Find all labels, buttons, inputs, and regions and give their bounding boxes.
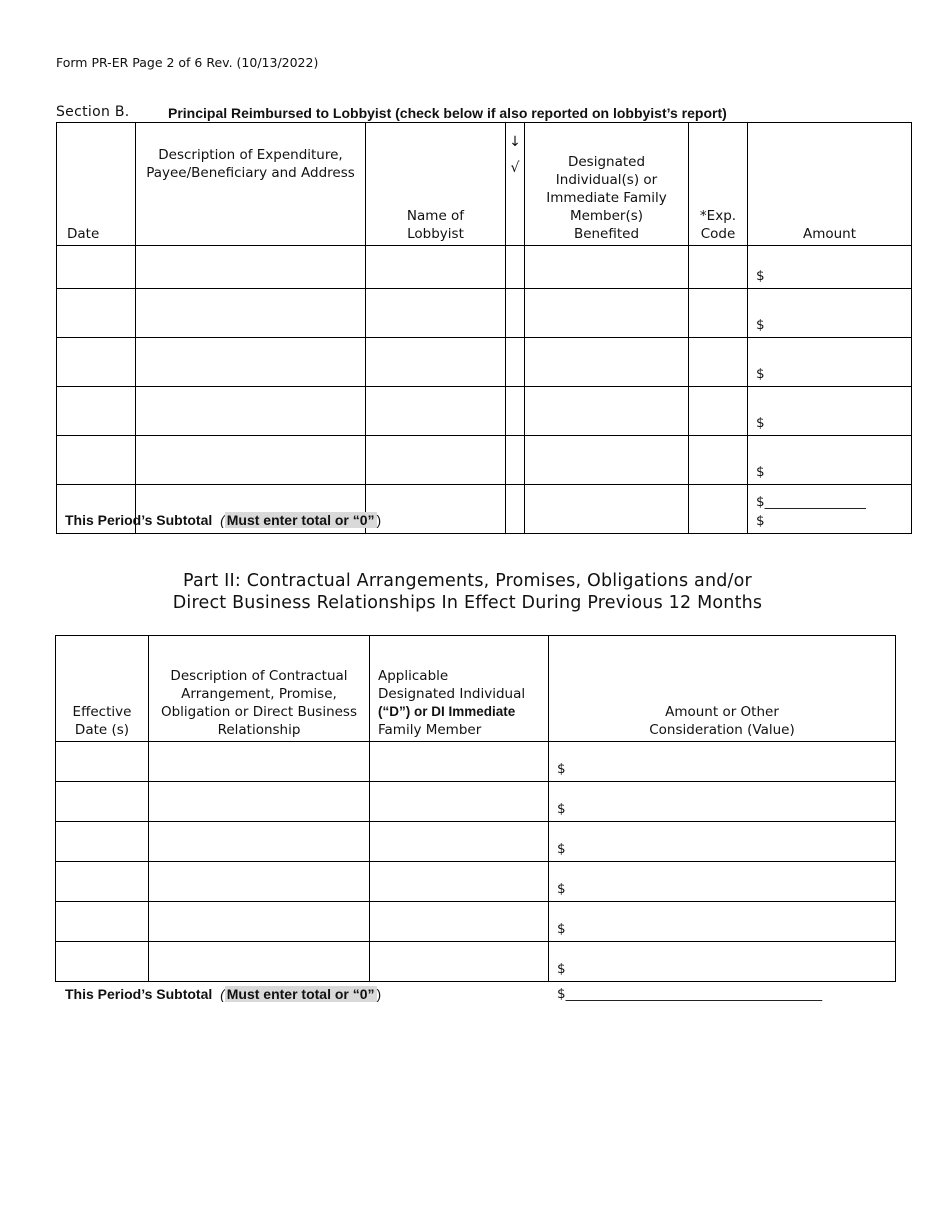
contract-description-cell[interactable] xyxy=(149,782,370,822)
lobbyist-cell[interactable] xyxy=(366,338,506,387)
col-exp-code-text: *Exp. Code xyxy=(699,208,737,242)
section-b-label: Section B. xyxy=(56,104,130,120)
designated-cell[interactable] xyxy=(525,387,689,436)
check-cell[interactable] xyxy=(506,289,525,338)
contract-description-cell[interactable] xyxy=(149,822,370,862)
description-cell[interactable] xyxy=(136,387,366,436)
consideration-cell[interactable]: $ xyxy=(549,902,896,942)
contract-description-cell[interactable] xyxy=(149,942,370,982)
amount-cell[interactable]: $ xyxy=(748,246,912,289)
col-effective-date-text: Effective Date (s) xyxy=(72,704,132,738)
check-cell[interactable] xyxy=(506,246,525,289)
col-description: Description of Expenditure, Payee/Beneficiary and Address xyxy=(136,123,366,246)
designated-cell[interactable] xyxy=(525,485,689,534)
applicable-cell[interactable] xyxy=(370,782,549,822)
table-row xyxy=(57,338,912,387)
col-lobbyist-text: Name of Lobbyist xyxy=(406,208,465,242)
subtotal-label: This Period’s Subtotal xyxy=(65,512,213,528)
exp-code-cell[interactable] xyxy=(689,338,748,387)
part-2-table xyxy=(55,635,896,982)
subtotal-paren-open: ( xyxy=(220,986,225,1002)
subtotal-paren-close: ) xyxy=(376,512,382,528)
col-designated xyxy=(525,123,689,246)
applicable-cell[interactable] xyxy=(370,822,549,862)
col-exp-code xyxy=(689,123,748,246)
exp-code-cell[interactable] xyxy=(689,246,748,289)
table-row xyxy=(56,902,896,942)
col-contract-description-text: Description of Contractual Arrangement, Promise, Obligation or Direct Business Relationship xyxy=(160,668,358,738)
part-2-subtotal xyxy=(65,986,381,1002)
exp-code-cell[interactable] xyxy=(689,289,748,338)
exp-code-cell[interactable] xyxy=(689,436,748,485)
subtotal-note: Must enter total or “0” xyxy=(226,512,375,528)
section-b-header-row xyxy=(57,123,912,246)
subtotal-paren-open: ( xyxy=(220,512,225,528)
check-cell[interactable] xyxy=(506,436,525,485)
table-row xyxy=(56,862,896,902)
table-row xyxy=(56,782,896,822)
amount-cell[interactable]: $ xyxy=(748,387,912,436)
col-applicable xyxy=(370,636,549,742)
date-cell[interactable] xyxy=(57,387,136,436)
table-row xyxy=(57,246,912,289)
consideration-cell[interactable]: $ xyxy=(549,782,896,822)
contract-description-cell[interactable] xyxy=(149,902,370,942)
applicable-cell[interactable] xyxy=(370,742,549,782)
consideration-cell[interactable]: $ xyxy=(549,942,896,982)
section-b-subtotal xyxy=(65,512,381,528)
date-cell[interactable] xyxy=(57,289,136,338)
description-cell[interactable] xyxy=(136,246,366,289)
col-consideration xyxy=(549,636,896,742)
designated-cell[interactable] xyxy=(525,338,689,387)
lobbyist-cell[interactable] xyxy=(366,485,506,534)
effective-date-cell[interactable] xyxy=(56,902,149,942)
down-arrow-icon: ↓ xyxy=(509,134,521,150)
col-amount: Amount xyxy=(748,123,912,246)
col-applicable-line-1: Applicable xyxy=(378,668,449,684)
effective-date-cell[interactable] xyxy=(56,782,149,822)
amount-cell[interactable]: $ xyxy=(748,436,912,485)
effective-date-cell[interactable] xyxy=(56,862,149,902)
table-row xyxy=(57,289,912,338)
date-cell[interactable] xyxy=(57,436,136,485)
designated-cell[interactable] xyxy=(525,436,689,485)
lobbyist-cell[interactable] xyxy=(366,387,506,436)
subtotal-label: This Period’s Subtotal xyxy=(65,986,213,1002)
amount-cell[interactable]: $ xyxy=(748,485,912,534)
col-applicable-line-2: Designated Individual xyxy=(378,686,526,702)
part-2-subtotal-field[interactable]: $______________________________________ xyxy=(557,986,823,1002)
subtotal-paren-close: ) xyxy=(376,986,382,1002)
part-2-title-line-2: Direct Business Relationships In Effect During Previous 12 Months xyxy=(172,593,763,613)
check-mark-icon: √ xyxy=(510,160,520,176)
table-row xyxy=(56,742,896,782)
exp-code-cell[interactable] xyxy=(689,387,748,436)
part-2-header-row xyxy=(56,636,896,742)
col-contract-description xyxy=(149,636,370,742)
applicable-cell[interactable] xyxy=(370,862,549,902)
col-designated-text: Designated Individual(s) or Immediate Family Member(s) Benefited xyxy=(546,154,667,242)
col-consideration-line-1: Amount or Other xyxy=(665,704,779,720)
applicable-cell[interactable] xyxy=(370,902,549,942)
col-applicable-line-3: (“D”) or DI Immediate xyxy=(378,704,516,719)
part-2-title-line-1: Part II: Contractual Arrangements, Promises, Obligations and/or xyxy=(183,571,752,591)
col-consideration-line-2: Consideration (Value) xyxy=(649,722,795,738)
col-lobbyist xyxy=(366,123,506,246)
check-cell[interactable] xyxy=(506,387,525,436)
date-cell[interactable] xyxy=(57,246,136,289)
contract-description-cell[interactable] xyxy=(149,742,370,782)
effective-date-cell[interactable] xyxy=(56,822,149,862)
col-effective-date xyxy=(56,636,149,742)
designated-cell[interactable] xyxy=(525,289,689,338)
lobbyist-cell[interactable] xyxy=(366,436,506,485)
consideration-cell[interactable]: $ xyxy=(549,742,896,782)
check-cell[interactable] xyxy=(506,338,525,387)
amount-cell[interactable]: $ xyxy=(748,338,912,387)
designated-cell[interactable] xyxy=(525,246,689,289)
section-b-subtotal-field[interactable]: $_______________ xyxy=(756,494,866,510)
description-cell[interactable] xyxy=(136,338,366,387)
table-row xyxy=(56,942,896,982)
section-b-table xyxy=(56,122,912,534)
date-cell[interactable] xyxy=(57,338,136,387)
lobbyist-cell[interactable] xyxy=(366,289,506,338)
effective-date-cell[interactable] xyxy=(56,742,149,782)
effective-date-cell[interactable] xyxy=(56,942,149,982)
col-check xyxy=(506,123,525,246)
consideration-cell[interactable]: $ xyxy=(549,822,896,862)
part-2-title xyxy=(0,570,935,614)
col-date: Date xyxy=(57,123,136,246)
lobbyist-cell[interactable] xyxy=(366,246,506,289)
table-row xyxy=(56,822,896,862)
applicable-cell[interactable] xyxy=(370,942,549,982)
consideration-cell[interactable]: $ xyxy=(549,862,896,902)
contract-description-cell[interactable] xyxy=(149,862,370,902)
table-row xyxy=(57,387,912,436)
subtotal-note: Must enter total or “0” xyxy=(226,986,375,1002)
table-row xyxy=(57,436,912,485)
exp-code-cell[interactable] xyxy=(689,485,748,534)
section-b-title: Principal Reimbursed to Lobbyist (check below if also reported on lobbyist’s report) xyxy=(168,105,727,121)
form-header: Form PR-ER Page 2 of 6 Rev. (10/13/2022) xyxy=(56,55,319,70)
description-cell[interactable] xyxy=(136,289,366,338)
col-applicable-line-4: Family Member xyxy=(378,722,482,738)
check-cell[interactable] xyxy=(506,485,525,534)
description-cell[interactable] xyxy=(136,436,366,485)
amount-cell[interactable]: $ xyxy=(748,289,912,338)
